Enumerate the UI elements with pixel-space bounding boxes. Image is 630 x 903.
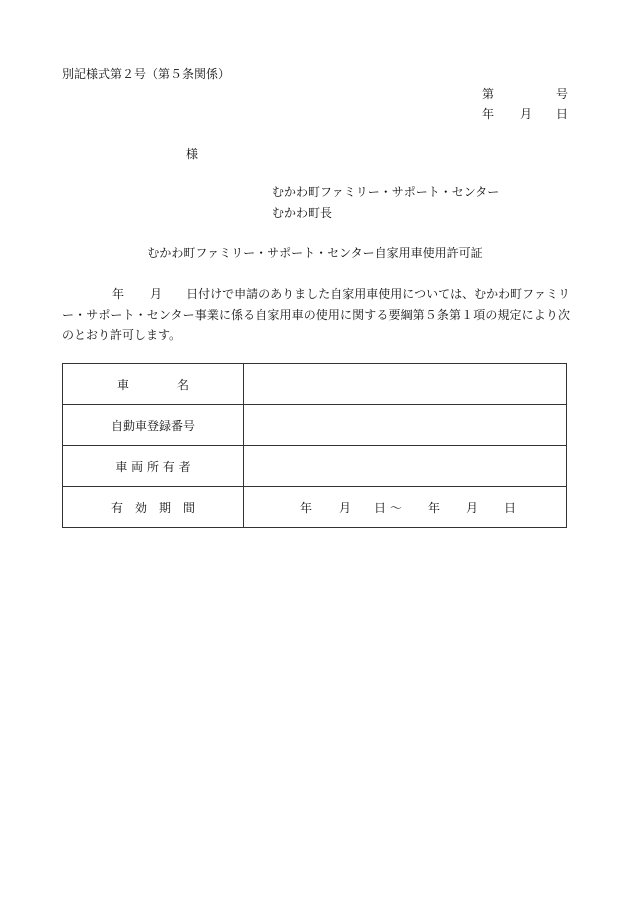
table-row (63, 446, 567, 487)
period-end-year: 年 (428, 501, 441, 515)
body-month: 月 (150, 287, 163, 301)
period-start-year: 年 (300, 501, 313, 515)
row-label-registration: 自動車登録番号 (63, 405, 244, 446)
date-month: 月 (520, 107, 533, 121)
number-prefix: 第 (482, 87, 495, 101)
period-end-month: 月 (466, 501, 479, 515)
body-paragraph (62, 284, 570, 346)
validity-period-field (244, 487, 567, 528)
permit-details-table (62, 363, 567, 528)
period-start-day: 日 ～ (374, 501, 402, 515)
recipient-honorific: 様 (186, 147, 199, 161)
number-suffix: 号 (555, 87, 568, 101)
period-end-day: 日 (504, 501, 517, 515)
document-title: むかわ町ファミリー・サポート・センター自家用車使用許可証 (147, 246, 483, 260)
vehicle-owner-field (244, 446, 567, 487)
date-day: 日 (555, 107, 568, 121)
form-number-label: 別記様式第２号（第５条関係） (62, 67, 231, 81)
body-year: 年 (112, 287, 125, 301)
issuer-organization: むかわ町ファミリー・サポート・センター (272, 185, 500, 199)
date-year: 年 (482, 107, 495, 121)
row-label-validity: 有 効 期 間 (63, 487, 244, 528)
vehicle-name-field (244, 364, 567, 405)
table-row (63, 405, 567, 446)
body-text: 日付けで申請のありました自家用車使用については、むかわ町ファミリー・サポート・センター事業に係る自家用車の使用に関する要綱第５条第１項の規定により次のとおり許可します。 (62, 287, 570, 342)
registration-number-field (244, 405, 567, 446)
table-row (63, 364, 567, 405)
table-row (63, 487, 567, 528)
row-label-owner: 車 両 所 有 者 (63, 446, 244, 487)
row-label-vehicle-name: 車 名 (63, 364, 244, 405)
issuer-title: むかわ町長 (272, 206, 333, 220)
period-start-month: 月 (339, 501, 352, 515)
